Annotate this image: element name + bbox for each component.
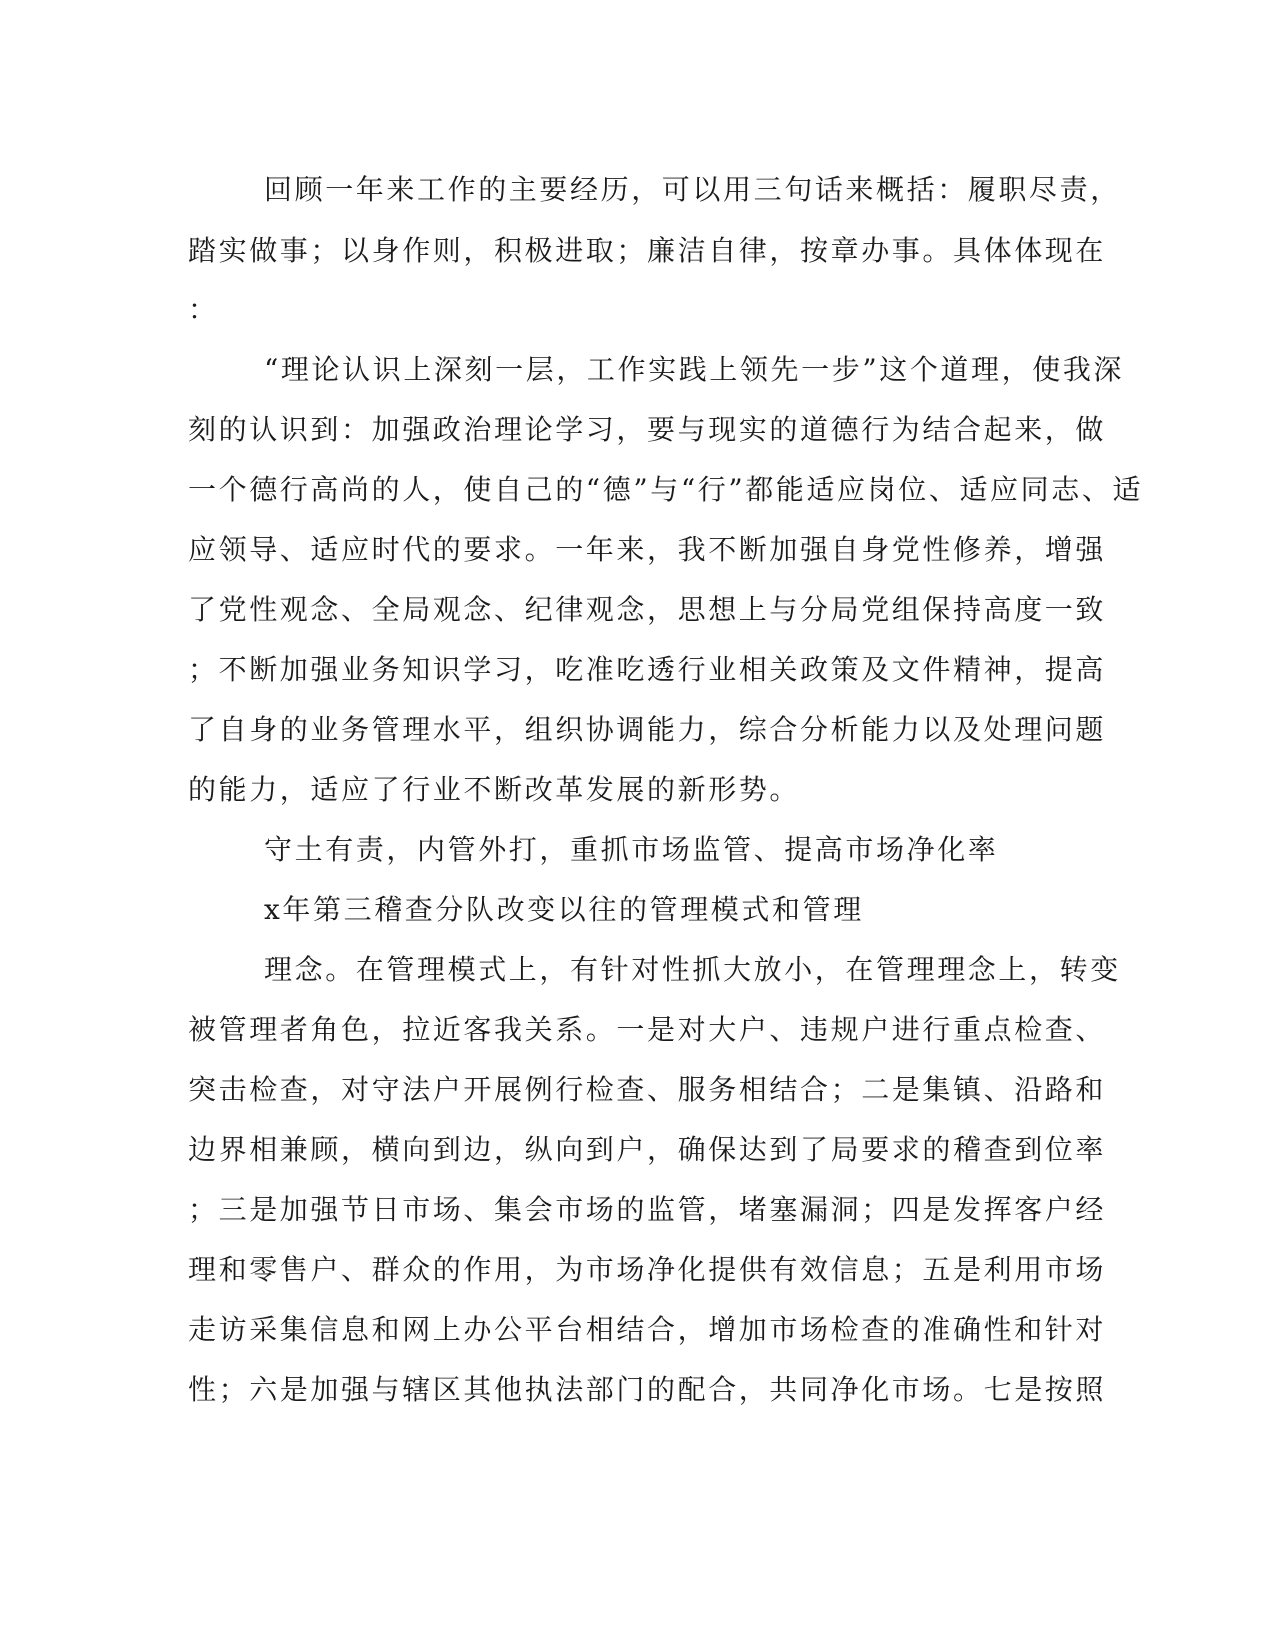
text-line: 了自身的业务管理水平，组织协调能力，综合分析能力以及处理问题	[188, 713, 1107, 746]
text-line: 理念。在管理模式上，有针对性抓大放小，在管理理念上，转变	[264, 953, 1121, 986]
text-line: 突击检查，对守法户开展例行检查、服务相结合；二是集镇、沿路和	[188, 1073, 1107, 1106]
text-line: 被管理者角色，拉近客我关系。一是对大户、违规户进行重点检查、	[188, 1013, 1107, 1046]
text-line: 回顾一年来工作的主要经历，可以用三句话来概括：履职尽责，	[264, 173, 1121, 206]
text-line: ：	[188, 293, 219, 326]
text-line: 守土有责，内管外打，重抓市场监管、提高市场净化率	[264, 833, 999, 866]
text-line: ；三是加强节日市场、集会市场的监管，堵塞漏洞；四是发挥客户经	[188, 1193, 1107, 1226]
text-line: 刻的认识到：加强政治理论学习，要与现实的道德行为结合起来，做	[188, 413, 1107, 446]
text-line: 走访采集信息和网上办公平台相结合，增加市场检查的准确性和针对	[188, 1313, 1107, 1346]
text-line: x年第三稽查分队改变以往的管理模式和管理	[264, 893, 864, 926]
text-line: 边界相兼顾，横向到边，纵向到户，确保达到了局要求的稽查到位率	[188, 1133, 1107, 1166]
text-line: 一个德行高尚的人，使自己的“德”与“行”都能适应岗位、适应同志、适	[188, 473, 1144, 506]
text-line: 的能力，适应了行业不断改革发展的新形势。	[188, 773, 801, 806]
text-line: 理和零售户、群众的作用，为市场净化提供有效信息；五是利用市场	[188, 1253, 1107, 1286]
text-line: ；不断加强业务知识学习，吃准吃透行业相关政策及文件精神，提高	[188, 653, 1107, 686]
text-line: 踏实做事；以身作则，积极进取；廉洁自律，按章办事。具体体现在	[188, 234, 1107, 267]
text-line: 应领导、适应时代的要求。一年来，我不断加强自身党性修养，增强	[188, 533, 1107, 566]
text-line: 了党性观念、全局观念、纪律观念，思想上与分局党组保持高度一致	[188, 593, 1107, 626]
text-line: “理论认识上深刻一层，工作实践上领先一步”这个道理，使我深	[264, 353, 1125, 386]
text-line: 性；六是加强与辖区其他执法部门的配合，共同净化市场。七是按照	[188, 1373, 1107, 1406]
